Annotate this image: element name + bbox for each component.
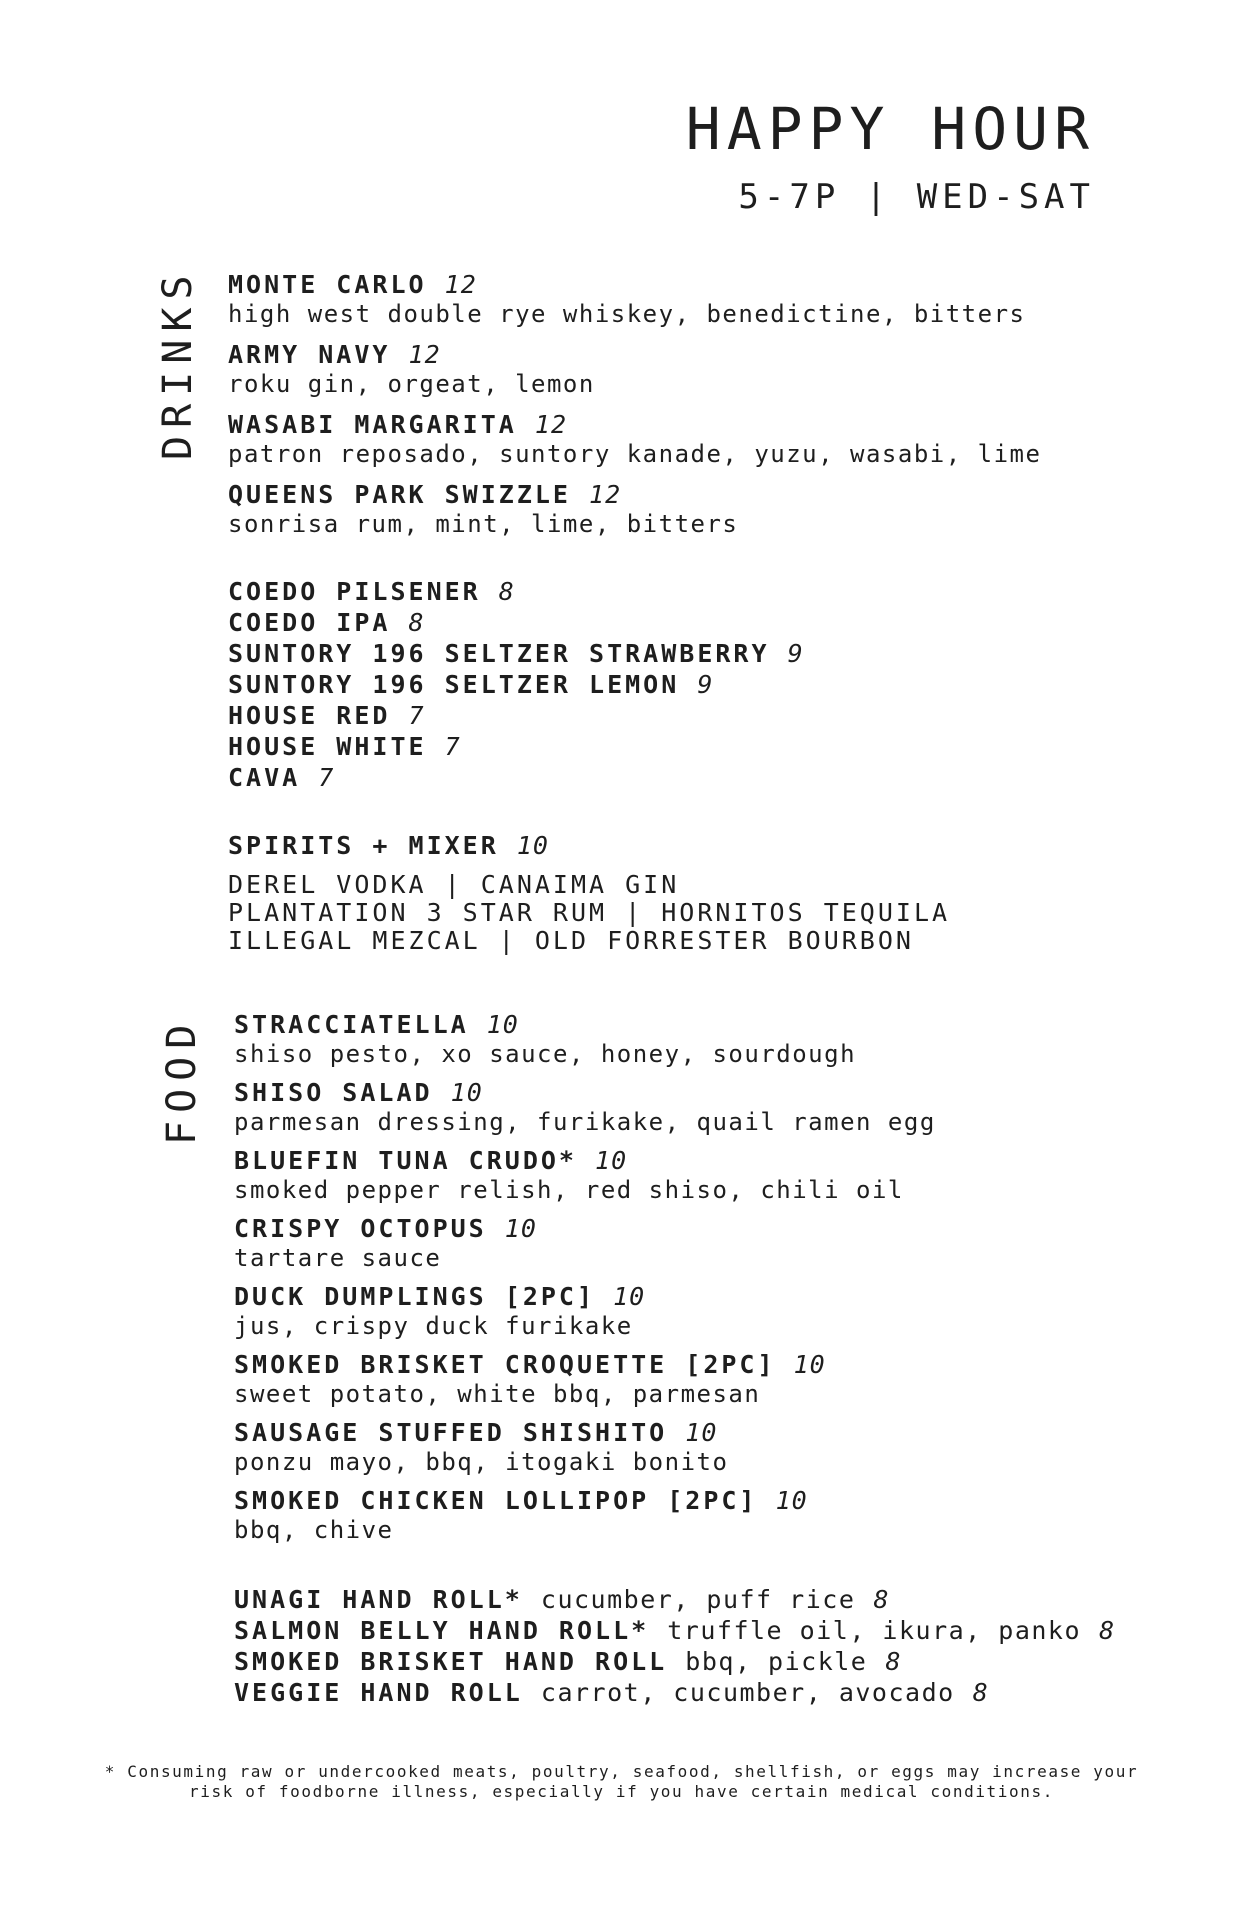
item-name: SHISO SALAD: [234, 1078, 433, 1107]
cocktails-list: [228, 270, 1041, 538]
item-name: DUCK DUMPLINGS [2PC]: [234, 1282, 596, 1311]
menu-item: [228, 731, 1041, 762]
page-title: HAPPY HOUR: [685, 95, 1095, 163]
item-description: bbq, pickle: [685, 1647, 868, 1676]
item-description: roku gin, orgeat, lemon: [228, 370, 595, 398]
item-price: 10: [516, 831, 549, 860]
food-section: [234, 1010, 1115, 1708]
item-name: SMOKED BRISKET CROQUETTE [2PC]: [234, 1350, 776, 1379]
item-name: UNAGI HAND ROLL*: [234, 1585, 523, 1614]
menu-item: [234, 1677, 1115, 1708]
item-description: carrot, cucumber, avocado: [540, 1678, 955, 1707]
menu-item: [228, 576, 1041, 607]
item-price: 10: [450, 1078, 483, 1107]
menu-item: [228, 700, 1041, 731]
item-price: 10: [595, 1146, 628, 1175]
spirit-line: ILLEGAL MEZCAL | OLD FORRESTER BOURBON: [228, 926, 914, 955]
item-description: parmesan dressing, furikake, quail ramen egg: [234, 1108, 936, 1136]
item-description: bbq, chive: [234, 1516, 394, 1544]
menu-item: [234, 1010, 1115, 1068]
item-description: sonrisa rum, mint, lime, bitters: [228, 510, 739, 538]
item-name: HOUSE WHITE: [228, 732, 427, 761]
menu-item: [234, 1350, 1115, 1408]
item-name: STRACCIATELLA: [234, 1010, 469, 1039]
menu-item: [234, 1584, 1115, 1615]
item-name: COEDO PILSENER: [228, 577, 481, 606]
spirits-list: [228, 871, 1041, 955]
item-price: 7: [318, 763, 335, 792]
item-name: SAUSAGE STUFFED SHISHITO: [234, 1418, 668, 1447]
item-price: 10: [685, 1418, 718, 1447]
menu-item: [234, 1214, 1115, 1272]
food-list: [234, 1010, 1115, 1544]
menu-item: [234, 1486, 1115, 1544]
menu-item: [234, 1615, 1115, 1646]
beer-wine-list: [228, 576, 1041, 793]
item-description: jus, crispy duck furikake: [234, 1312, 633, 1340]
item-price: 10: [775, 1486, 808, 1515]
item-price: 8: [408, 608, 425, 637]
item-price: 10: [613, 1282, 646, 1311]
menu-item: [234, 1646, 1115, 1677]
item-description: smoked pepper relish, red shiso, chili oil: [234, 1176, 904, 1204]
item-name: HOUSE RED: [228, 701, 391, 730]
item-description: cucumber, puff rice: [540, 1585, 856, 1614]
item-description: sweet potato, white bbq, parmesan: [234, 1380, 761, 1408]
item-price: 9: [697, 670, 714, 699]
item-description: shiso pesto, xo sauce, honey, sourdough: [234, 1040, 857, 1068]
item-name: BLUEFIN TUNA CRUDO*: [234, 1146, 577, 1175]
item-name: SPIRITS + MIXER: [228, 831, 499, 860]
item-name: SALMON BELLY HAND ROLL*: [234, 1616, 650, 1645]
item-name: ARMY NAVY: [228, 340, 391, 369]
menu-item: [228, 762, 1041, 793]
footnote-line: risk of foodborne illness, especially if you have certain medical conditions.: [189, 1782, 1054, 1801]
drinks-section: [228, 270, 1041, 955]
item-name: WASABI MARGARITA: [228, 410, 517, 439]
spirit-line: DEREL VODKA | CANAIMA GIN: [228, 870, 680, 899]
item-description: tartare sauce: [234, 1244, 442, 1272]
item-name: SMOKED CHICKEN LOLLIPOP [2PC]: [234, 1486, 758, 1515]
item-description: patron reposado, suntory kanade, yuzu, wasabi, lime: [228, 440, 1042, 468]
item-price: 8: [1099, 1616, 1116, 1645]
item-description: high west double rye whiskey, benedictine, bitters: [228, 300, 1026, 328]
item-price: 10: [504, 1214, 537, 1243]
item-price: 12: [534, 410, 567, 439]
item-price: 9: [787, 639, 804, 668]
item-price: 7: [444, 732, 461, 761]
item-name: SMOKED BRISKET HAND ROLL: [234, 1647, 668, 1676]
item-description: ponzu mayo, bbq, itogaki bonito: [234, 1448, 729, 1476]
item-price: 10: [793, 1350, 826, 1379]
item-name: QUEENS PARK SWIZZLE: [228, 480, 571, 509]
allergy-footnote: [0, 1762, 1243, 1802]
item-price: 8: [885, 1647, 902, 1676]
spirits-block: [228, 831, 1041, 955]
spirit-line: PLANTATION 3 STAR RUM | HORNITOS TEQUILA: [228, 898, 951, 927]
menu-item: [228, 270, 1041, 328]
item-price: 10: [486, 1010, 519, 1039]
item-price: 12: [408, 340, 441, 369]
drinks-section-label: DRINKS: [155, 267, 201, 460]
item-name: CAVA: [228, 763, 301, 792]
footnote-line: * Consuming raw or undercooked meats, poultry, seafood, shellfish, or eggs may increase your: [104, 1762, 1139, 1781]
menu-item: [228, 669, 1041, 700]
menu-item: [234, 1078, 1115, 1136]
item-price: 12: [444, 270, 477, 299]
food-section-label: FOOD: [159, 1016, 205, 1145]
hours-subtitle: 5-7P | WED-SAT: [738, 177, 1095, 217]
item-price: 8: [972, 1678, 989, 1707]
menu-item: [228, 831, 1041, 861]
item-price: 8: [873, 1585, 890, 1614]
menu-item: [228, 607, 1041, 638]
menu-item: [234, 1418, 1115, 1476]
menu-item: [234, 1146, 1115, 1204]
item-name: SUNTORY 196 SELTZER STRAWBERRY: [228, 639, 770, 668]
item-name: CRISPY OCTOPUS: [234, 1214, 487, 1243]
item-name: SUNTORY 196 SELTZER LEMON: [228, 670, 680, 699]
menu-item: [228, 340, 1041, 398]
item-name: COEDO IPA: [228, 608, 391, 637]
menu-item: [234, 1282, 1115, 1340]
item-price: 7: [408, 701, 425, 730]
menu-item: [228, 410, 1041, 468]
item-price: 8: [498, 577, 515, 606]
item-price: 12: [589, 480, 622, 509]
menu-item: [228, 480, 1041, 538]
hand-rolls-list: [234, 1584, 1115, 1708]
item-description: truffle oil, ikura, panko: [667, 1616, 1082, 1645]
menu-item: [228, 638, 1041, 669]
item-name: VEGGIE HAND ROLL: [234, 1678, 523, 1707]
item-name: MONTE CARLO: [228, 270, 427, 299]
